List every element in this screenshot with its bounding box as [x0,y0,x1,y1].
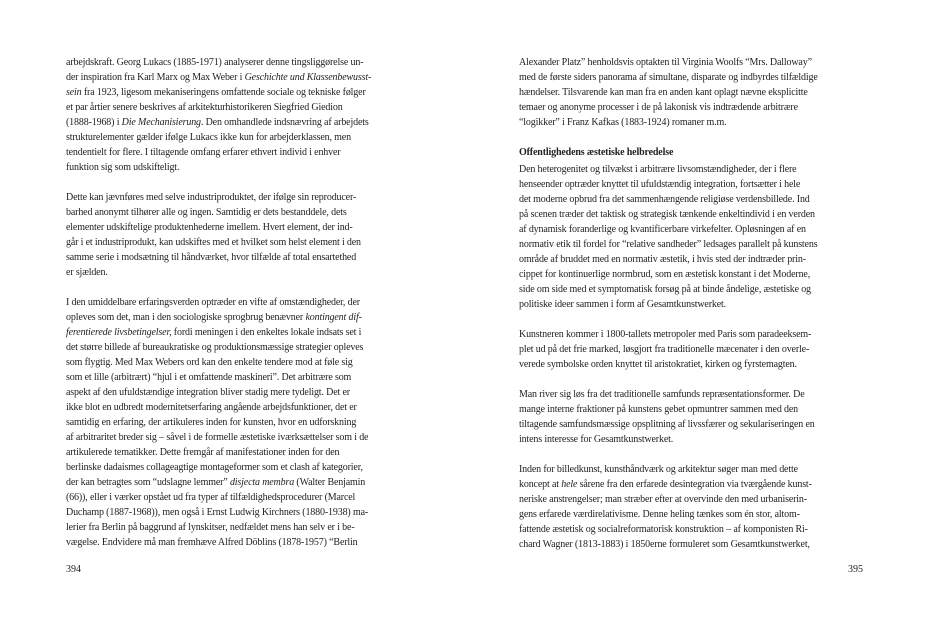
text-line: strukturelementer gælder ifølge Lukacs ikke kun for arbejderklassen, men [66,132,351,143]
text-line: tendentielt for flere. I tiltagende omfang erfarer ethvert individ i enhver [66,147,341,158]
text-line: berlinske dadaismes collageagtige montageformer som et clash af kategorier, [66,462,363,473]
text-line: Man river sig løs fra det traditionelle samfunds repræsentationsformer. De [519,389,805,400]
text-line: ikke blot en udbredt modernitetserfaring angående arbejdsfunktioner, det er [66,402,357,413]
text-line: sein fra 1923, ligesom mekaniseringens omfattende sociale og tekniske følger [66,87,366,98]
text-line: et par årtier senere beskrives af arkitekturhistorikeren Siegfried Giedion [66,102,343,113]
page-number-right: 395 [848,564,863,575]
text-line: som et lille (arbitrært) “hjul i et omfattende maskineri”. Det arbitrære som [66,372,352,383]
text-line: vægelse. Endvidere må man fremhæve Alfred Döblins (1878-1957) “Berlin [66,537,358,548]
text-line: går i et industriprodukt, kan udskiftes med et hvilket som helst element i den [66,237,361,248]
text-line: fattende æstetisk og socialreformatorisk konstruktion – af komponisten Ri- [519,524,808,535]
text-line: det større billede af bureaukratiske og produktionsmæssige strategier opleves [66,342,364,353]
text-line: plet ud på det frie marked, løsgjort fra traditionelle mæcenater i den overle- [519,344,810,355]
paragraph [66,190,402,280]
text-line: elementer udskiftelige produktenhederne imellem. Hvert element, der ind- [66,222,353,233]
text-line: temaer og anonyme processer i de på lakonisk vis indtrædende arbitrære [519,102,798,113]
text-line: Duchamp (1887-1968)), men også i Ernst Ludwig Kirchners (1880-1938) ma- [66,507,369,518]
text-line: verede symbolske orden knyttet til aristokratiet, kirken og fyrstemagten. [519,359,797,370]
text-line: politiske ideer sammen i form af Gesamtkunstwerket. [519,299,727,310]
text-line: barhed anonymt tilhører alle og ingen. Samtidig er dets bestanddele, dets [66,207,347,218]
text-line: som flygtig. Med Max Webers ord kan den enkelte tendere mod at føle sig [66,357,353,368]
paragraph [519,462,863,552]
text-line: side om side med et symptomatisk forsøg på at binde åndelige, æstetiske og [519,284,811,295]
heading-line: Offentlighedens æstetiske helbredelse [519,147,674,158]
text-line: samme serie i modsætning til håndværket, hvor tilfælde af total ensartethed [66,252,357,263]
text-line: mange interne fraktioner på kunstens gebet opmuntrer sammen med den [519,404,799,415]
text-line: funktion sig som udskifteligt. [66,162,180,173]
paragraph [519,162,863,312]
text-line: er sjælden. [66,267,108,278]
paragraph [66,295,402,550]
text-line: Kunstneren kommer i 1800-tallets metropoler med Paris som paradeeksem- [519,329,812,340]
text-line: aspekt af den ufuldstændige integration bliver stadig mere tydeligt. Det er [66,387,350,398]
paragraph [519,55,863,130]
text-line: (1888-1968) i Die Mechanisierung. Den omhandlede indsnævring af arbejdets [66,117,369,128]
text-line: på scenen træder det taktisk og strategisk tænkende enkeltindivid i en verden [519,209,815,220]
text-line: Inden for billedkunst, kunsthåndværk og arkitektur søger man med dette [519,464,798,475]
text-line: gens erfarede værdirelativisme. Denne heling tænkes som én stor, altom- [519,509,800,520]
text-line: lerier fra Berlin på baggrund af lynskitser, nedfældet mens han selv er i be- [66,522,355,533]
text-line: arbejdskraft. Georg Lukacs (1885-1971) analyserer denne tingsliggørelse un- [66,57,364,68]
text-line: artikulerede tematikker. Dette fremgår af manifestationer inden for den [66,447,340,458]
text-line: med de første siders panorama af simultane, disparate og indbyrdes tilfældige [519,72,818,83]
text-line: Den heterogenitet og tilvækst i arbitrære livsomstændigheder, der i flere [519,164,797,175]
text-line: hændelser. Tilsvarende kan man fra en anden kant oplagt nævne eksplicitte [519,87,808,98]
text-line: af arbitraritet breder sig – såvel i de formelle æstetiske iværksættelser som i de [66,432,369,443]
text-line: ferentierede livsbetingelser, fordi meningen i den enkeltes lokale indsats set i [66,327,362,338]
text-line: område af bruddet med en normativ æstetik, i hvis sted der indtræder prin- [519,254,806,265]
paragraph [519,387,863,447]
page-number-left: 394 [66,564,81,575]
text-line: der kan betragtes som “udslagne lemmer” disjecta membra (Walter Benjamin [66,477,366,488]
section-heading [519,145,863,160]
text-line: det moderne opbrud fra det sammenhængende religiøse verdensbillede. Ind [519,194,810,205]
text-line: normativ etik til fordel for “relative sandheder” ledsages parallelt på kunstens [519,239,818,250]
paragraph [66,55,402,175]
text-line: intens interesse for Gesamtkunstwerket. [519,434,674,445]
page-right-text-column [519,55,863,552]
text-line: neriske anstrengelser; man stræber efter at overvinde den med urbaniserin- [519,494,807,505]
text-line: samtidig en erfaring, der artikuleres inden for kunsten, hvor en udforskning [66,417,357,428]
page-left-text-column [66,55,402,550]
text-line: (66)), eller i værker opstået ud fra typer af tilfældighedsprocedurer (Marcel [66,492,356,503]
text-line: cippet for kontinuerlige normbrud, som en æstetisk konstant i det Moderne, [519,269,811,280]
text-line: der inspiration fra Karl Marx og Max Weber i Geschichte und Klassenbewusst- [66,72,372,83]
text-line: I den umiddelbare erfaringsverden optræder en vifte af omstændigheder, der [66,297,360,308]
text-line: “logikker” i Franz Kafkas (1883-1924) romaner m.m. [519,117,727,128]
text-line: af dynamisk foranderlige og kvantificerbare virkefelter. Opløsningen af en [519,224,806,235]
text-line: koncept at hele sårene fra den erfarede desintegration via tværgående kunst- [519,479,812,490]
text-line: opleves som det, man i den sociologiske sprogbrug benævner kontingent dif- [66,312,362,323]
text-line: henseender optræder knyttet til ufuldstændig integration, fortsætter i hele [519,179,801,190]
text-line: Dette kan jævnføres med selve industriproduktet, der ifølge sin reproducer- [66,192,357,203]
text-line: Alexander Platz” henholdsvis optakten til Virginia Woolfs “Mrs. Dalloway” [519,57,812,68]
text-line: chard Wagner (1813-1883) i 1850erne formuleret som Gesamtkunstwerket, [519,539,810,550]
text-line: tiltagende samfundsmæssige opsplitning af livssfærer og sekulariseringen en [519,419,815,430]
paragraph [519,327,863,372]
